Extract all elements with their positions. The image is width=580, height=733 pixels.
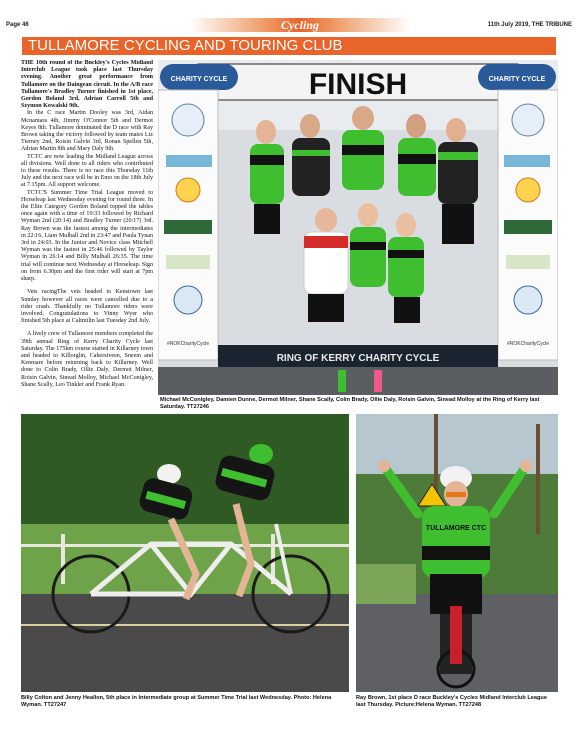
article-paragraph: TCTC are now leading the Midland League across all divisions. Well done to all riders who contributed to these results. There is no race this Thursday 11th July and the next race will be in Emo on the 18th July at 7.15pm. All support welcome.: [21, 153, 153, 189]
finish-banner-text: FINISH: [308, 68, 408, 101]
caption-ring-of-kerry: Michael McConigley, Damien Dunne, Dermot Milner, Shane Scally, Colin Brady, Ollie Daly, Roisin Galvin, Sinead Molloy at the Ring of Kerry last Saturday. TT27246: [160, 397, 540, 410]
charity-badge-left: [160, 64, 238, 90]
section-title: Cycling: [190, 18, 410, 32]
article-paragraph: TCTC'S Summer Time Trial League moved to Horseleap last Wednesday evening for round three. In the Elite Category Gordon Boland topped the tables once again with a time of 19:33 followed by Richard Wyman 2nd (20:14) and Bradley Turner (20:17) 3rd. Ray Brown was the fastest among the intermediates in 22:16, Liam Mulhall 2nd in 23:47 and Paula Tynan 3rd in 24:03. In the Junior and Novice class Mitchell Wyman was the fastest in 25:46 followed by Taylor Wyman in 26:14 and Billy Mulhall 26:35. The time trial will continue next Wednesday at Horseleap. Sign on from 6.30pm and the first rider will start at 7pm sharp.: [21, 189, 153, 283]
hashtag-right: #ROKCharityCycle: [507, 341, 549, 347]
article-headline: TULLAMORE CYCLING AND TOURING CLUB: [22, 37, 556, 55]
article-lead: THE 10th round of the Buckley's Cycles Midland Interclub League took place last Thursday evening. Another great performance from Tullamore on the Daingean circuit. In the A/B race Tullamore's Bradley Turner finished in 1st place, Gordon Boland 3rd, Adrian Carroll 5th and Szymon Kowalski 9th.: [21, 60, 153, 110]
article-paragraph: Vets racingThe vets headed to Kenstown last Sunday however all races were cancelled due to a rider crash. Thankfully no Tullamore riders were involved. Congratulations to Vinny Wyer who finished 5th place at Caltmilin last Tuesday 2nd July.: [21, 289, 153, 325]
article-paragraph: In the C race Martin Dooley was 3rd, Aidan Mcnamara 4th, Jimmy O'Connor 5th and Dermot Keyes 8th. Tullamore dominated the D race with Ray Brown taking the victory followed by team mates Liz Tierney 2nd, Roisin Galvin 3rd, Ronan Spellen 5th, Adrian Martin 8th and Mary Daly 9th.: [21, 110, 153, 153]
caption-ray-brown: Ray Brown, 1st place D race Buckley's Cycles Midland Interclub League last Thursday. Picture:Helena Wyman. TT27248: [356, 695, 547, 708]
photo-tandem: [21, 414, 349, 692]
photo-ring-of-kerry: [158, 60, 558, 395]
jersey-text: TULLAMORE CTC: [425, 525, 487, 532]
issue-date: 11th July 2019, THE TRIBUNE: [487, 22, 572, 28]
page-header: [0, 0, 580, 36]
article-paragraph: A lively crew of Tullamore members completed the 39th annual Ring of Kerry Charity Cycle last Saturday. The 175km course started in Killarney town and headed to Killorglin, Cahersiveen, Sneem and Kenmare before returning back to Killarney. Well done to Colin Brady, Ollie Daly, Dermot Milner, Roisin Galvin, Sinead Molloy, Michael McConigley, Shane Scally, Leo Tinkler and Frank Ryan.: [21, 331, 153, 388]
hashtag-left: #ROKCharityCycle: [167, 341, 209, 347]
charity-badge-right: [478, 64, 556, 90]
svg-text:CHARITY CYCLE: CHARITY CYCLE: [488, 76, 546, 83]
page-number: Page 46: [6, 22, 29, 28]
caption-tandem: Billy Colton and Jenny Heallon, 5th place in Intermediate group at Summer Time Trial last Wednesday. Photo: Helena Wyman. TT27247: [21, 695, 332, 708]
svg-text:CHARITY CYCLE: CHARITY CYCLE: [170, 76, 228, 83]
article-body: [21, 60, 153, 400]
photo-ray-brown: [356, 414, 558, 692]
ring-of-kerry-banner: RING OF KERRY CHARITY CYCLE: [276, 353, 440, 364]
